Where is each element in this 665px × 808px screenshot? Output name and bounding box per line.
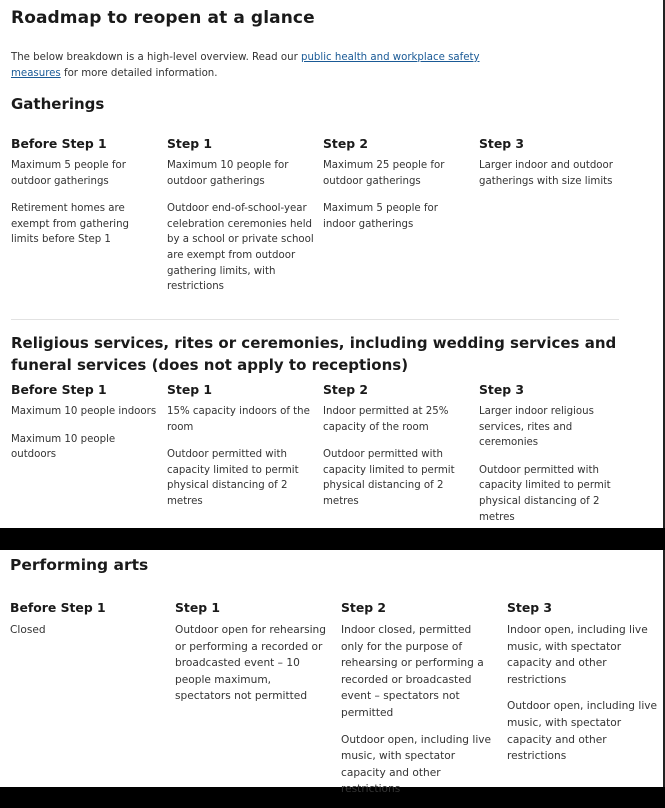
column-heading: Step 3 xyxy=(479,136,525,151)
gatherings-heading: Gatherings xyxy=(11,95,105,113)
column-item: Maximum 10 people indoors xyxy=(11,406,157,417)
gatherings-col-before-step1 xyxy=(11,136,159,260)
safety-measures-link[interactable]: public health and workplace safety measures xyxy=(11,52,480,79)
column-heading: Before Step 1 xyxy=(10,600,106,615)
column-item: Outdoor permitted with capacity limited to permit physical distancing of 2 metres xyxy=(323,449,455,507)
performing-col-step3 xyxy=(507,600,659,775)
column-item: Outdoor permitted with capacity limited to permit physical distancing of 2 metres xyxy=(167,449,299,507)
column-item: Outdoor end-of-school-year celebration ceremonies held by a school or private school are exempt from outdoor gathering limits, with restrictions xyxy=(167,203,314,293)
column-item: Outdoor open, including live music, with spectator capacity and other restrictions xyxy=(507,700,658,763)
column-heading: Step 2 xyxy=(323,382,369,397)
column-heading: Step 3 xyxy=(507,600,553,615)
intro-text-start: The below breakdown is a high-level overview. Read our xyxy=(11,52,301,63)
page-title: Roadmap to reopen at a glance xyxy=(11,8,315,28)
intro-text xyxy=(11,50,531,82)
column-item: Maximum 5 people for indoor gatherings xyxy=(323,203,438,230)
column-item: Maximum 10 people for outdoor gatherings xyxy=(167,160,289,187)
performing-col-step1 xyxy=(175,600,327,715)
column-heading: Step 1 xyxy=(175,600,221,615)
performing-arts-heading: Performing arts xyxy=(10,556,149,574)
column-item: Maximum 5 people for outdoor gatherings xyxy=(11,160,126,187)
column-heading: Step 1 xyxy=(167,136,213,151)
religious-col-step1 xyxy=(167,382,315,522)
column-item: Closed xyxy=(10,624,46,636)
gatherings-col-step3 xyxy=(479,136,627,201)
gatherings-col-step1 xyxy=(167,136,315,307)
religious-services-heading: Religious services, rites or ceremonies, including wedding services and funeral services (does not apply to receptions) xyxy=(11,334,617,374)
column-item: Retirement homes are exempt from gathering limits before Step 1 xyxy=(11,203,130,246)
column-item: Indoor open, including live music, with spectator capacity and other restrictions xyxy=(507,624,648,686)
column-heading: Step 3 xyxy=(479,382,525,397)
intro-text-end: for more detailed information. xyxy=(60,68,218,79)
column-heading: Step 1 xyxy=(167,382,213,397)
performing-arts-panel xyxy=(0,550,665,796)
performing-col-before-step1 xyxy=(10,600,162,649)
performing-col-step2 xyxy=(341,600,493,808)
column-item: Maximum 10 people outdoors xyxy=(11,433,116,461)
column-item: 15% capacity indoors of the room xyxy=(167,406,310,433)
gatherings-col-step2 xyxy=(323,136,471,244)
column-item: Outdoor open, including live music, with spectator capacity and other restrictions xyxy=(341,733,492,796)
column-item: Larger indoor and outdoor gatherings with size limits xyxy=(479,160,613,187)
column-heading: Step 2 xyxy=(323,136,369,151)
religious-col-step2 xyxy=(323,382,471,522)
column-item: Larger indoor religious services, rites and ceremonies xyxy=(479,406,594,449)
section-divider xyxy=(11,319,619,320)
column-item: Outdoor permitted with capacity limited to permit physical distancing of 2 metres xyxy=(479,464,611,523)
column-heading: Before Step 1 xyxy=(11,136,107,151)
column-item: Maximum 25 people for outdoor gatherings xyxy=(323,160,445,187)
column-item: Indoor closed, permitted only for the purpose of rehearsing or performing a recorded or broadcasted event – spectators not permitted xyxy=(341,624,484,719)
religious-col-before-step1 xyxy=(11,382,159,475)
column-heading: Step 2 xyxy=(341,600,387,615)
column-heading: Before Step 1 xyxy=(11,382,107,397)
column-item: Outdoor open for rehearsing or performing a recorded or broadcasted event – 10 people maximum, spectators not permitted xyxy=(175,624,326,703)
religious-col-step3 xyxy=(479,382,627,537)
column-item: Indoor permitted at 25% capacity of the room xyxy=(323,406,449,433)
